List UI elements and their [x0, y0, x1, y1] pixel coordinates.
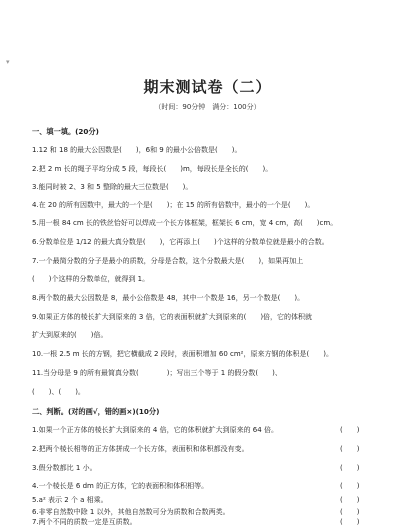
- question-7: 7.一个最简分数的分子是最小的质数，分母是合数，这个分数最大是( )，如果再加上: [32, 257, 304, 265]
- question-9-cont: 扩大到原来的( )倍。: [32, 331, 108, 339]
- page-title: 期末测试卷（二）: [143, 78, 272, 96]
- question-8: 8.两个数的最大公因数是 8，最小公倍数是 48，其中一个数是 16，另一个数是( )。: [32, 294, 305, 302]
- judge-item-2: 2.把两个棱长相等的正方体拼成一个长方体，表面积和体积都没有变。: [32, 445, 249, 453]
- section-heading-judge: 二、判断。(对的画√，错的画×)(10分): [32, 407, 160, 416]
- judge-item-5: 5.a² 表示 2 个 a 相乘。: [32, 496, 108, 504]
- question-6: 6.分数单位是 1/12 的最大真分数是( )，它再添上( )个这样的分数单位就是最小的合数。: [32, 238, 329, 246]
- question-1: 1.12 和 18 的最大公因数是( )，6和 9 的最小公倍数是( )。: [32, 146, 242, 154]
- judge-item-6: 6.非零自然数中除 1 以外，其他自然数可分为质数和合数两类。: [32, 508, 230, 516]
- section-heading-fill: 一、填一填。(20分): [32, 127, 99, 136]
- corner-mark-icon: ▾: [6, 58, 10, 66]
- judge-item-3: 3.假分数都比 1 小。: [32, 464, 97, 472]
- question-3: 3.能同时被 2、3 和 5 整除的最大三位数是( )。: [32, 183, 193, 191]
- question-11: 11.当分母是 9 的所有最简真分数( )；写出三个等于 1 的假分数( )、: [32, 369, 282, 377]
- answer-paren-3: ( ): [340, 464, 360, 472]
- question-10: 10.一根 2.5 m 长的方钢，把它横截成 2 段时，表面积增加 60 cm²，原来方钢的体积是( )。: [32, 350, 333, 358]
- question-9: 9.如果正方体的棱长扩大到原来的 3 倍，它的表面积就扩大到原来的( )倍，它的体积就: [32, 313, 313, 321]
- exam-info: （时间：90分钟 满分：100分）: [154, 103, 261, 111]
- answer-paren-2: ( ): [340, 445, 360, 453]
- judge-item-1: 1.如果一个正方体的棱长扩大到原来的 4 倍，它的体积就扩大到原来的 64 倍。: [32, 426, 278, 434]
- question-7-cont: ( )个这样的分数单位，就得到 1。: [32, 275, 150, 283]
- answer-paren-1: ( ): [340, 426, 360, 434]
- answer-paren-6: ( ): [340, 508, 360, 516]
- answer-paren-7: ( ): [340, 518, 360, 526]
- judge-item-7: 7.两个不同的质数一定是互质数。: [32, 518, 137, 526]
- question-4: 4.在 20 的所有因数中，最大的一个是( )；在 15 的所有倍数中，最小的一个是( )。: [32, 201, 315, 209]
- answer-paren-4: ( ): [340, 482, 360, 490]
- answer-paren-5: ( ): [340, 496, 360, 504]
- judge-item-4: 4.一个棱长是 6 dm 的正方体，它的表面积和体积相等。: [32, 482, 209, 490]
- question-2: 2.把 2 m 长的绳子平均分成 5 段，每段长( )m，每段长是全长的( )。: [32, 165, 273, 173]
- question-5: 5.用一根 84 cm 长的铁丝恰好可以焊成一个长方体框架，框架长 6 cm，宽 4 cm，高( )cm。: [32, 219, 338, 227]
- question-11-cont: ( )、( )。: [32, 388, 85, 396]
